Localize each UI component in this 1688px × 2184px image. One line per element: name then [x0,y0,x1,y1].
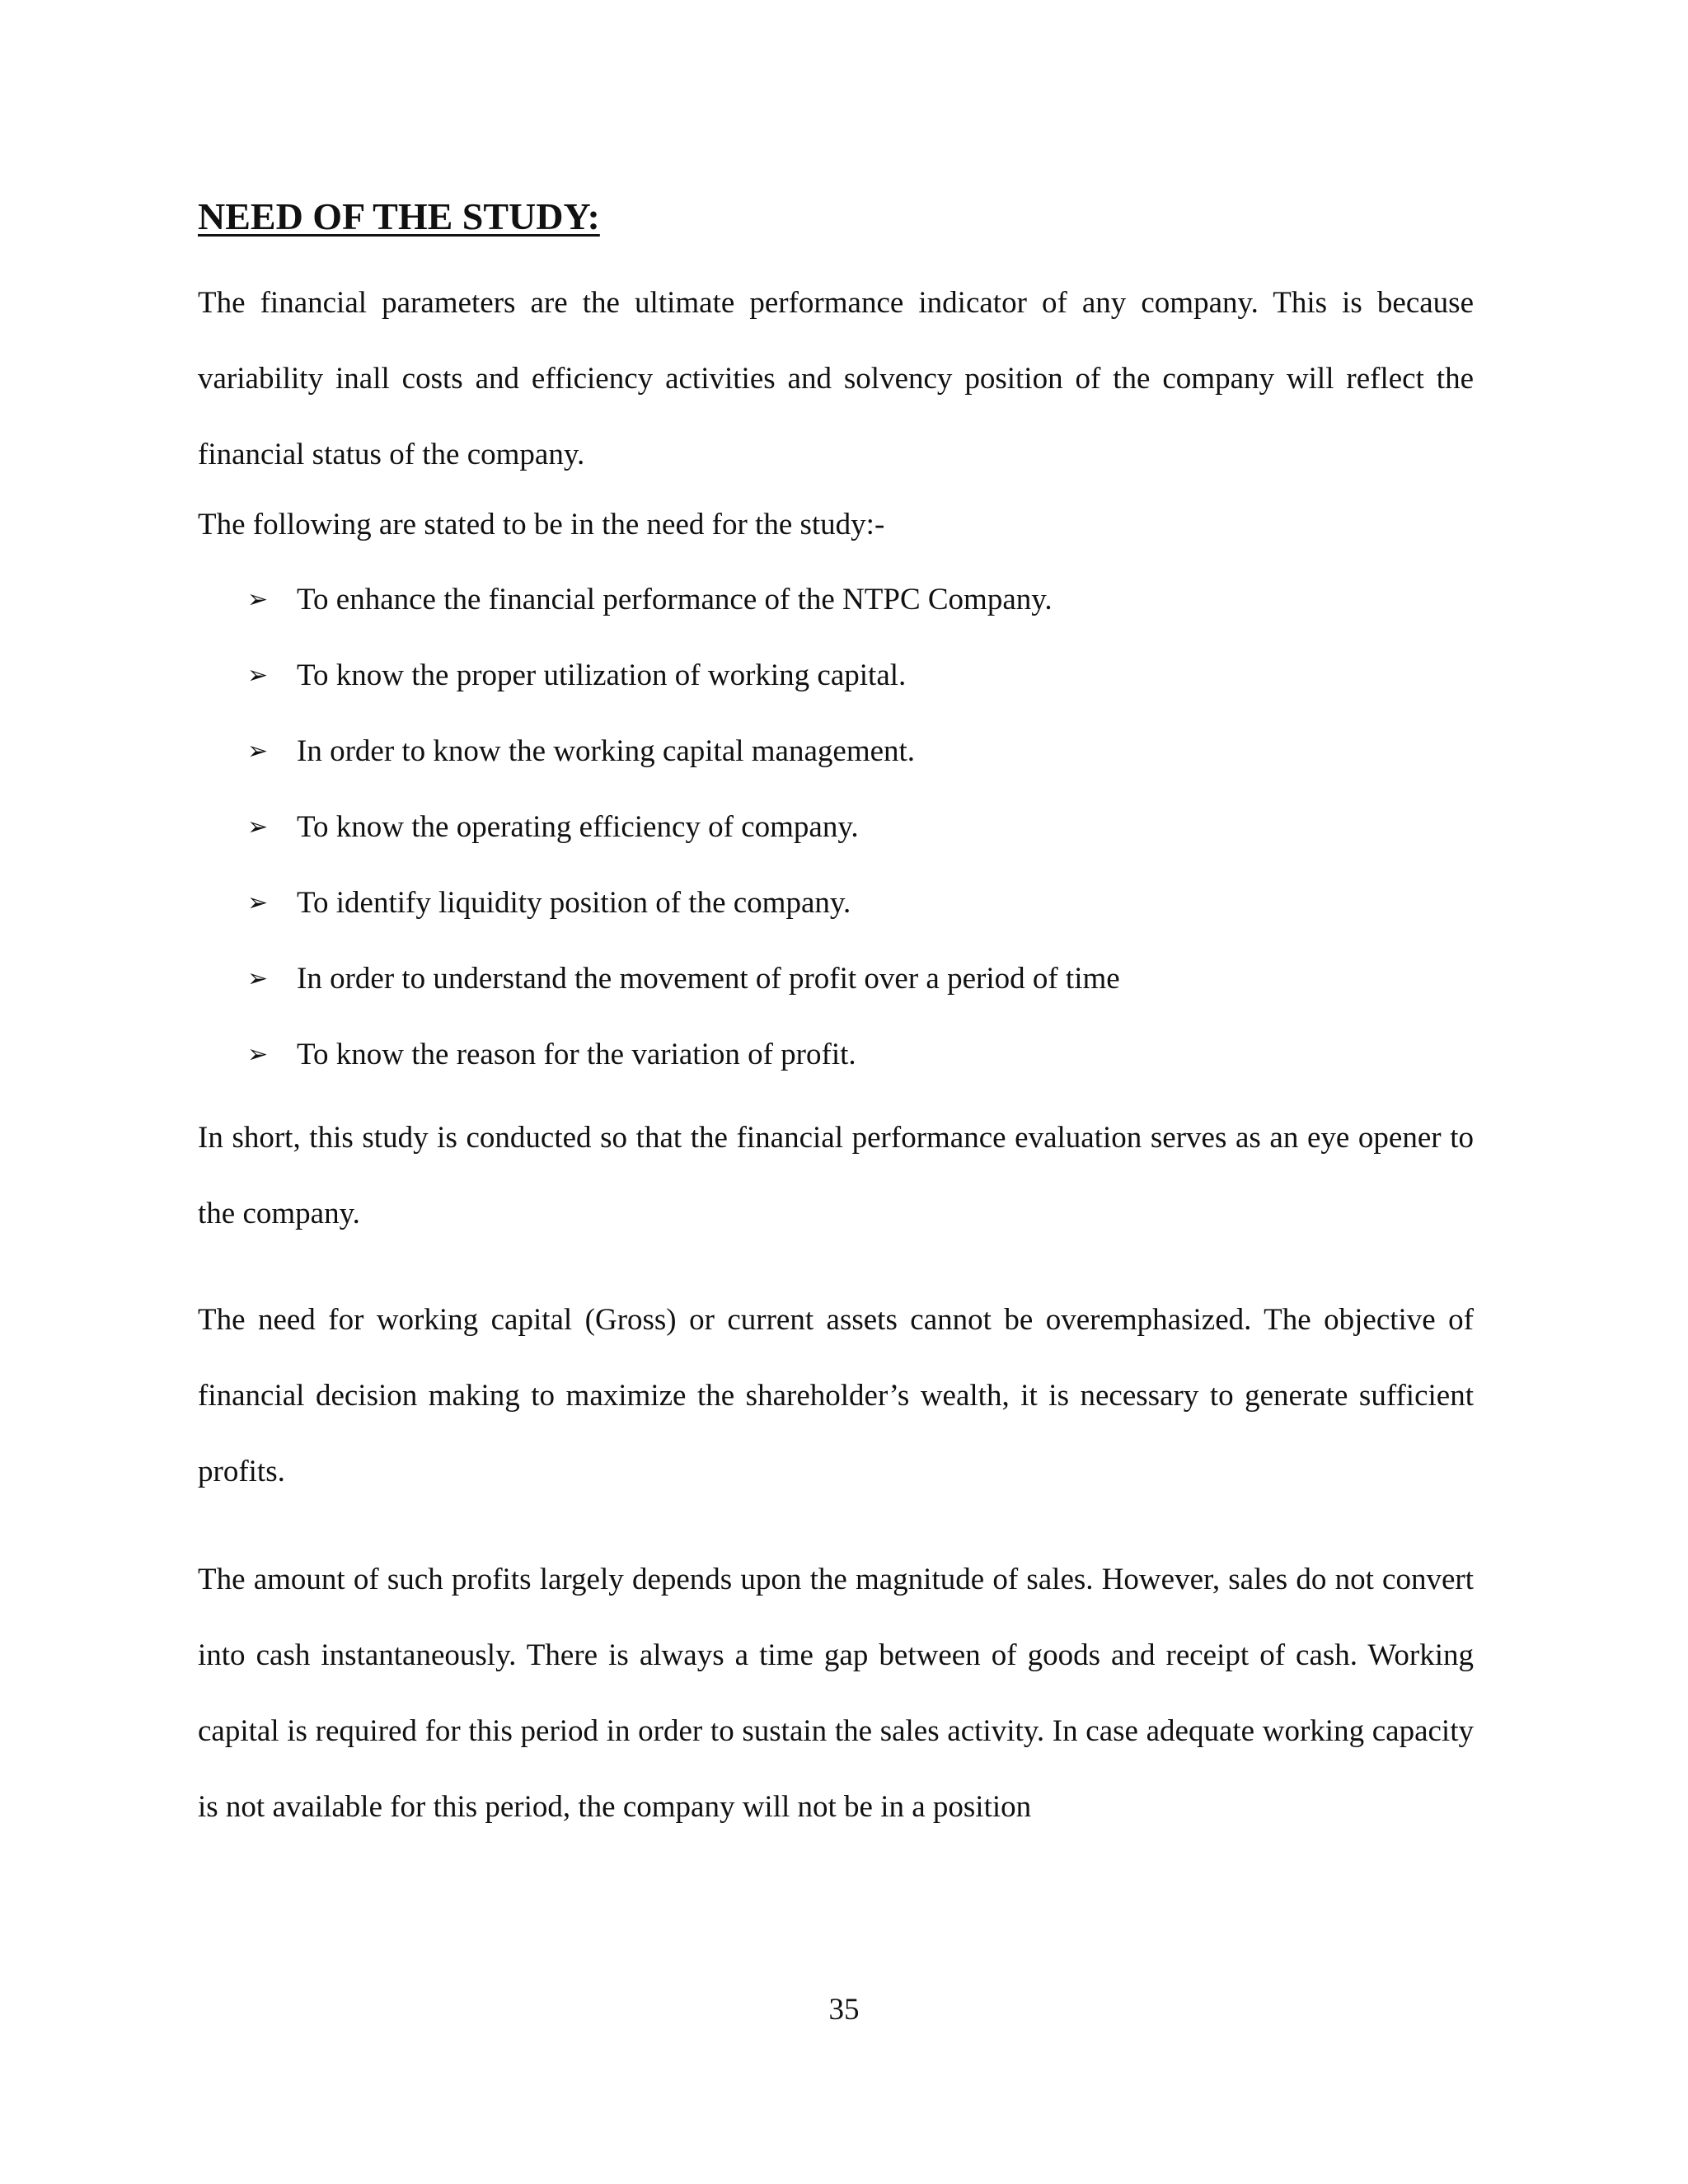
list-item-text: To enhance the financial performance of the NTPC Company. [297,583,1053,616]
paragraph-financial-parameters: The financial parameters are the ultimate performance indicator of any company. This is because variability inall costs and efficiency activities and solvency position of the company will reflect the financial status of the company. [198,286,1474,471]
list-item [247,733,1120,808]
arrowhead-bullet-icon: ➢ [247,813,269,841]
intro-line: The following are stated to be in the need for the study:- [198,508,885,541]
arrowhead-bullet-icon: ➢ [247,737,269,766]
arrowhead-bullet-icon: ➢ [247,661,269,690]
page-number: 35 [828,1993,860,2027]
list-item-text: In order to understand the movement of profit over a period of time [297,962,1120,996]
list-item [247,960,1120,1036]
section-heading: NEED OF THE STUDY: [198,195,600,237]
arrowhead-bullet-icon: ➢ [247,888,269,917]
list-item [247,884,1120,960]
need-bullet-list [247,581,1120,1112]
list-item-text: To know the reason for the variation of profit. [297,1038,856,1071]
arrowhead-bullet-icon: ➢ [247,1040,269,1069]
list-item [247,657,1120,733]
list-item-text: To know the operating efficiency of company. [297,810,859,844]
paragraph-working-capital-need: The need for working capital (Gross) or current assets cannot be overemphasized. The objective of financial decision making to maximize the shareholder’s wealth, it is necessary to generate sufficient profits. [198,1303,1474,1488]
list-item-text: To know the proper utilization of working capital. [297,658,907,692]
list-item [247,581,1120,657]
paragraph-in-short: In short, this study is conducted so that the financial performance evaluation serves as an eye opener to the company. [198,1121,1474,1230]
arrowhead-bullet-icon: ➢ [247,964,269,993]
list-item [247,808,1120,884]
paragraph-profits-sales: The amount of such profits largely depends upon the magnitude of sales. However, sales do not convert into cash instantaneously. There is always a time gap between of goods and receipt of cash. Working capital is required for this period in order to sustain the sales activity. In case adequate working capacity is not available for this period, the company will not be in a position [198,1563,1474,1824]
list-item-text: To identify liquidity position of the company. [297,886,851,920]
list-item-text: In order to know the working capital management. [297,734,916,768]
arrowhead-bullet-icon: ➢ [247,585,269,614]
